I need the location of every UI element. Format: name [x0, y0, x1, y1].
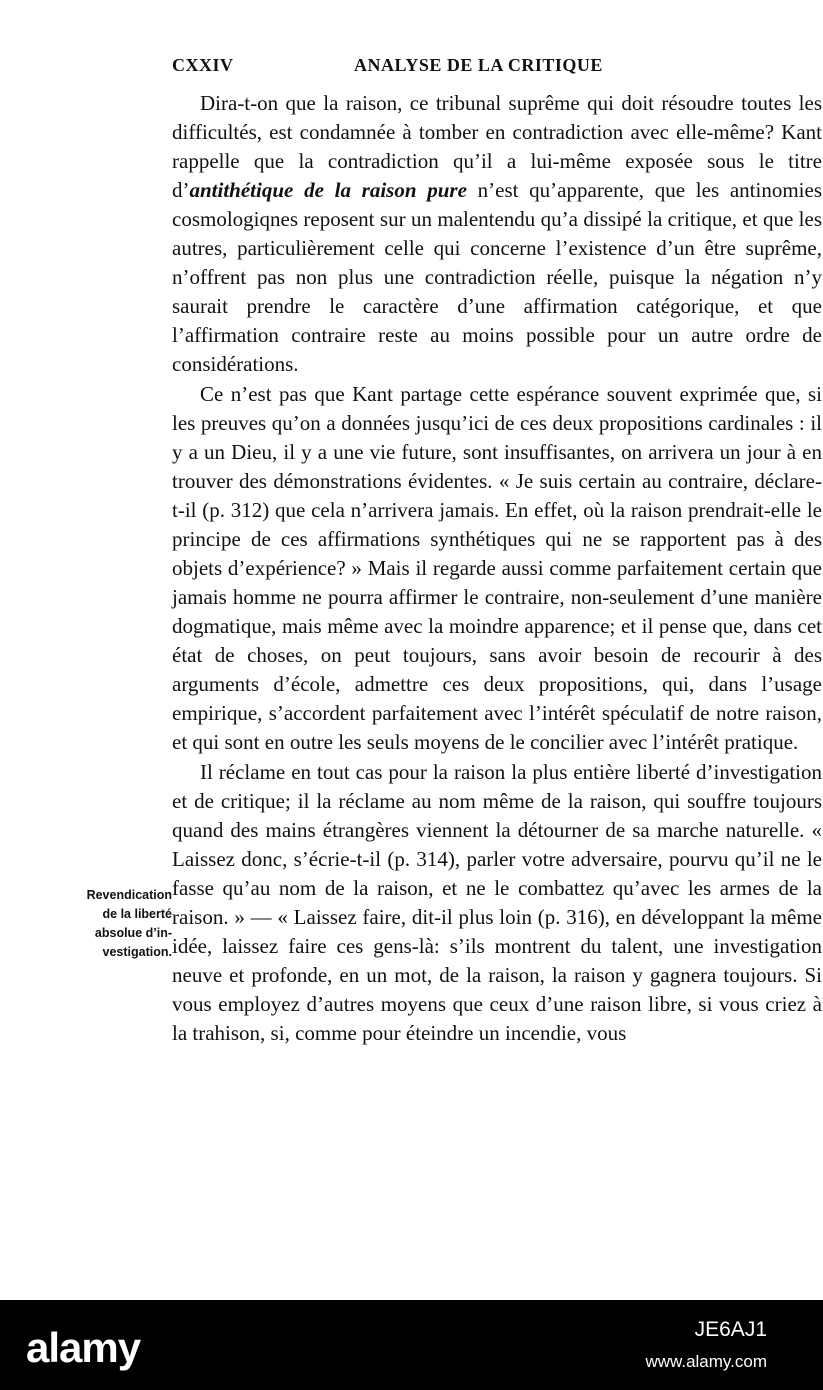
margin-note-line: absolue d’in- [94, 926, 172, 940]
margin-note-line: vestigation. [102, 945, 172, 959]
paragraph-1: Dira-t-on que la raison, ce tribunal suprême qui doit résoudre toutes les difficultés, est condamnée à tomber en contradiction avec elle-même? Kant rappelle que la contradiction qu’il a lui-même exposée sous le titre d’antithétique de la raison pure n’est qu’apparente, que les antinomies cosmologiqnes reposent sur un malentendu qu’a dissipé la critique, et que les autres, particulièrement celle qui concerne l’existence d’un être suprême, n’offrent pas non plus une contradiction réelle, puisque la négation n’y saurait prendre le caractère d’une affirmation catégorique, et que l’affirmation contraire reste au moins possible pour un autre ordre de considérations. [172, 91, 822, 376]
margin-note-line: de la liberté [102, 907, 172, 921]
page-header [172, 55, 822, 79]
body-text [172, 89, 822, 1048]
paragraph-2: Ce n’est pas que Kant partage cette espérance souvent exprimée que, si les preuves qu’on a données jusqu’ici de ces deux propositions cardinales : il y a un Dieu, il y a une vie future, sont insuffisantes, on arrivera un jour à en trouver des démonstrations évidentes. « Je suis certain au contraire, déclare-t-il (p. 312) que cela n’arrivera jamais. En effet, où la raison prendrait-elle le principe de ces affirmations synthétiques qui ne se rapportent pas à des objets d’expérience? » Mais il regarde aussi comme parfaitement certain que jamais homme ne pourra affirmer le contraire, non-seulement d’une manière dogmatique, mais même avec la moindre apparence; et il pense que, dans cet état de choses, on peut toujours, sans avoir besoin de recourir à des arguments d’école, admettre ces deux propositions, qui, dans l’usage empirique, s’accordent parfaitement avec l’intérêt spéculatif de notre raison, et qui sont en outre les seuls moyens de le concilier avec l’intérêt pratique. [172, 382, 822, 754]
site-url[interactable]: www.alamy.com [645, 1352, 767, 1371]
stock-image-id: JE6AJ1 [694, 1318, 767, 1341]
page-number: CXXIV [172, 55, 234, 75]
running-title: ANALYSE DE LA CRITIQUE [354, 55, 603, 75]
alamy-logo: alamy [26, 1324, 141, 1371]
italic-term: antithétique de la raison pure [189, 178, 467, 202]
paragraph-3: Il réclame en tout cas pour la raison la plus entière liberté d’investigation et de critique; il la réclame au nom même de la raison, qui souffre toujours quand des mains étrangères viennent la détourner de sa marche naturelle. « Laissez donc, s’écrie-t-il (p. 314), parler votre adversaire, pourvu qu’il ne le fasse qu’au nom de la raison, et ne le combattez qu’avec les armes de la raison. » — « Laissez faire, dit-il plus loin (p. 316), en développant la même idée, laissez faire ces gens-là: s’ils montrent du talent, une investigation neuve et profonde, en un mot, de la raison, la raison y gagnera toujours. Si vous employez d’autres moyens que ceux d’une raison libre, si vous criez à la trahison, si, comme pour éteindre un incendie, vous [172, 760, 822, 1045]
margin-note-line: Revendication [86, 888, 172, 902]
watermark-banner [0, 1300, 823, 1390]
margin-note [72, 886, 172, 962]
